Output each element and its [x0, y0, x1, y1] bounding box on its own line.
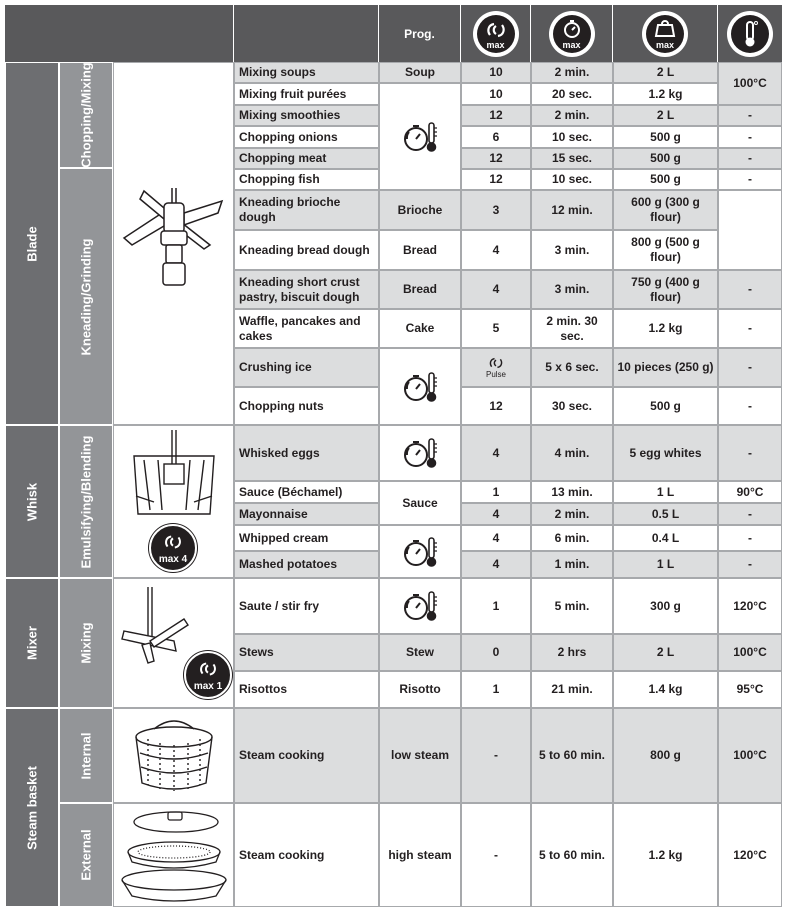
time-cell: 4 min. — [531, 425, 613, 481]
program-cell: Risotto — [379, 671, 461, 708]
recipe-name: Mixing soups — [234, 62, 379, 83]
temperature-cell: 95°C — [718, 671, 782, 708]
program-cell: Bread — [379, 270, 461, 309]
prog-header-label: Prog. — [404, 26, 435, 41]
section-blade — [5, 62, 59, 425]
quantity-cell: 300 g — [613, 578, 718, 634]
thermometer-icon — [731, 15, 769, 53]
pulse-icon — [488, 356, 504, 370]
speed-cell: 5 — [461, 309, 531, 348]
header-temp — [718, 5, 782, 62]
speed-cell: 6 — [461, 126, 531, 148]
speed-cell: 0 — [461, 634, 531, 671]
pulse-label: Pulse — [485, 369, 506, 379]
temperature-cell — [718, 190, 782, 270]
quantity-cell: 800 g (500 g flour) — [613, 230, 718, 270]
quantity-cell: 0.5 L — [613, 503, 718, 525]
weight-icon-frame — [642, 11, 688, 57]
recipe-name: Chopping fish — [234, 169, 379, 190]
whisk-picture — [113, 425, 234, 578]
time-cell: 30 sec. — [531, 387, 613, 425]
quantity-cell: 5 egg whites — [613, 425, 718, 481]
header-weight — [613, 5, 718, 62]
quantity-cell: 500 g — [613, 148, 718, 169]
time-cell: 21 min. — [531, 671, 613, 708]
time-icon-label: max — [562, 39, 581, 50]
blade-icon — [114, 63, 233, 424]
temperature-cell: - — [718, 387, 782, 425]
time-cell: 6 min. — [531, 525, 613, 551]
timer-icon-frame — [549, 11, 595, 57]
recipe-name: Steam cooking — [234, 708, 379, 803]
program-cell — [379, 83, 461, 190]
time-cell: 3 min. — [531, 270, 613, 309]
timer-thermometer-icon — [400, 369, 440, 405]
speed-icon-frame — [473, 11, 519, 57]
speed-cell: - — [461, 803, 531, 907]
sub-chopping-mixing — [59, 62, 113, 168]
temperature-cell: - — [718, 425, 782, 481]
speed-pulse-cell — [461, 348, 531, 387]
section-mixer — [5, 578, 59, 708]
whisk-icon — [114, 426, 233, 536]
recipe-name: Whipped cream — [234, 525, 379, 551]
sub-emulsifying-blending — [59, 425, 113, 578]
speed-cell: 4 — [461, 425, 531, 481]
timer-thermometer-icon — [400, 588, 440, 624]
quantity-cell: 1 L — [613, 481, 718, 503]
sub-internal — [59, 708, 113, 803]
speed-cell: 4 — [461, 551, 531, 578]
blade-picture — [113, 62, 234, 425]
sub-chopping-label: Chopping/Mixing — [78, 62, 94, 168]
quantity-cell: 1.4 kg — [613, 671, 718, 708]
section-steam-basket — [5, 708, 59, 907]
program-cell: Stew — [379, 634, 461, 671]
timer-icon — [553, 15, 591, 53]
temperature-cell: - — [718, 126, 782, 148]
header-time — [531, 5, 613, 62]
timer-thermometer-icon — [400, 534, 440, 570]
recipe-name: Whisked eggs — [234, 425, 379, 481]
time-cell: 2 min. 30 sec. — [531, 309, 613, 348]
speed-cell: - — [461, 708, 531, 803]
temperature-cell: 90°C — [718, 481, 782, 503]
time-cell: 2 hrs — [531, 634, 613, 671]
sub-kneading-label: Kneading/Grinding — [78, 238, 94, 355]
speed-cell: 4 — [461, 503, 531, 525]
recipe-name: Mashed potatoes — [234, 551, 379, 578]
program-cell: Bread — [379, 230, 461, 270]
program-cell: Cake — [379, 309, 461, 348]
quantity-cell: 1.2 kg — [613, 309, 718, 348]
quantity-cell: 500 g — [613, 169, 718, 190]
recipe-name: Stews — [234, 634, 379, 671]
weight-icon-label: max — [655, 39, 674, 50]
quantity-cell: 800 g — [613, 708, 718, 803]
time-cell: 10 sec. — [531, 169, 613, 190]
sub-external — [59, 803, 113, 907]
section-mixer-label: Mixer — [24, 626, 40, 660]
sub-mixing — [59, 578, 113, 708]
mixer-speed-badge — [184, 651, 232, 699]
speed-cell: 4 — [461, 270, 531, 309]
time-cell: 3 min. — [531, 230, 613, 270]
sub-kneading-grinding — [59, 168, 113, 425]
recipe-name: Chopping meat — [234, 148, 379, 169]
temperature-cell: 120°C — [718, 803, 782, 907]
sub-emulsifying-label: Emulsifying/Blending — [78, 435, 94, 568]
quantity-cell: 600 g (300 g flour) — [613, 190, 718, 230]
time-cell: 2 min. — [531, 62, 613, 83]
header-blank-1 — [5, 5, 234, 62]
section-steam-label: Steam basket — [24, 765, 40, 850]
temperature-cell: - — [718, 525, 782, 551]
time-cell: 2 min. — [531, 105, 613, 126]
steam-basket-icon — [114, 709, 233, 802]
recipe-name: Steam cooking — [234, 803, 379, 907]
quantity-cell: 1.2 kg — [613, 83, 718, 105]
quantity-cell: 500 g — [613, 387, 718, 425]
time-cell: 12 min. — [531, 190, 613, 230]
quantity-cell: 0.4 L — [613, 525, 718, 551]
temperature-cell: 100°C — [718, 62, 782, 105]
program-cell — [379, 578, 461, 634]
recipe-name: Kneading short crust pastry, biscuit dough — [234, 270, 379, 309]
header-prog — [379, 5, 461, 62]
whisk-speed-badge — [149, 524, 197, 572]
program-cell — [379, 525, 461, 578]
speed-cell: 1 — [461, 481, 531, 503]
speed-cell: 1 — [461, 578, 531, 634]
time-cell: 15 sec. — [531, 148, 613, 169]
thermometer-icon-frame — [727, 11, 773, 57]
quantity-cell: 2 L — [613, 105, 718, 126]
time-cell: 20 sec. — [531, 83, 613, 105]
time-cell: 5 x 6 sec. — [531, 348, 613, 387]
sub-external-label: External — [78, 829, 94, 881]
sub-mixing-label: Mixing — [78, 622, 94, 664]
recipe-name: Kneading bread dough — [234, 230, 379, 270]
recipe-name: Waffle, pancakes and cakes — [234, 309, 379, 348]
temperature-cell: - — [718, 309, 782, 348]
whisk-badge-label: max 4 — [158, 554, 188, 565]
section-whisk — [5, 425, 59, 578]
speed-cell: 10 — [461, 62, 531, 83]
program-cell — [379, 425, 461, 481]
quantity-cell: 500 g — [613, 126, 718, 148]
section-blade-label: Blade — [24, 225, 40, 262]
recipe-name: Chopping nuts — [234, 387, 379, 425]
time-cell: 1 min. — [531, 551, 613, 578]
time-cell: 5 to 60 min. — [531, 708, 613, 803]
quantity-cell: 10 pieces (250 g) — [613, 348, 718, 387]
recipe-name: Mixing smoothies — [234, 105, 379, 126]
section-whisk-label: Whisk — [24, 482, 40, 521]
recipe-name: Kneading brioche dough — [234, 190, 379, 230]
time-cell: 10 sec. — [531, 126, 613, 148]
time-cell: 13 min. — [531, 481, 613, 503]
sub-internal-label: Internal — [78, 732, 94, 779]
header-recipe-column — [234, 5, 379, 62]
temperature-cell: - — [718, 270, 782, 309]
recipe-name: Saute / stir fry — [234, 578, 379, 634]
program-cell: Brioche — [379, 190, 461, 230]
temperature-cell: - — [718, 105, 782, 126]
time-cell: 5 min. — [531, 578, 613, 634]
quantity-cell: 750 g (400 g flour) — [613, 270, 718, 309]
timer-thermometer-icon — [400, 435, 440, 471]
quantity-cell: 2 L — [613, 62, 718, 83]
external-basket-picture — [113, 803, 234, 907]
temperature-cell: 120°C — [718, 578, 782, 634]
program-cell: high steam — [379, 803, 461, 907]
recipe-name: Mixing fruit purées — [234, 83, 379, 105]
timer-thermometer-icon — [400, 119, 440, 155]
program-cell: Sauce — [379, 481, 461, 525]
speed-cell: 10 — [461, 83, 531, 105]
recipe-name: Mayonnaise — [234, 503, 379, 525]
steam-tray-icon — [114, 804, 233, 906]
speed-cell: 4 — [461, 525, 531, 551]
speed-icon-label: max — [486, 39, 505, 50]
program-cell — [379, 348, 461, 425]
temperature-cell: 100°C — [718, 634, 782, 671]
speed-icon — [477, 15, 515, 53]
recipe-name: Crushing ice — [234, 348, 379, 387]
program-cell: low steam — [379, 708, 461, 803]
temperature-cell: - — [718, 169, 782, 190]
mixer-badge-label: max 1 — [193, 681, 223, 692]
internal-basket-picture — [113, 708, 234, 803]
speed-cell: 12 — [461, 105, 531, 126]
temperature-cell: - — [718, 551, 782, 578]
recipe-name: Chopping onions — [234, 126, 379, 148]
recipe-name: Sauce (Béchamel) — [234, 481, 379, 503]
weight-icon — [646, 15, 684, 53]
time-cell: 5 to 60 min. — [531, 803, 613, 907]
speed-cell: 1 — [461, 671, 531, 708]
quantity-cell: 1 L — [613, 551, 718, 578]
temperature-cell: - — [718, 503, 782, 525]
temperature-cell: 100°C — [718, 708, 782, 803]
program-cell: Soup — [379, 62, 461, 83]
speed-cell: 12 — [461, 169, 531, 190]
temperature-cell: - — [718, 348, 782, 387]
speed-cell: 12 — [461, 148, 531, 169]
time-cell: 2 min. — [531, 503, 613, 525]
temperature-cell: - — [718, 148, 782, 169]
speed-cell: 4 — [461, 230, 531, 270]
recipe-name: Risottos — [234, 671, 379, 708]
quantity-cell: 1.2 kg — [613, 803, 718, 907]
speed-cell: 12 — [461, 387, 531, 425]
quantity-cell: 2 L — [613, 634, 718, 671]
speed-cell: 3 — [461, 190, 531, 230]
header-speed — [461, 5, 531, 62]
mixer-picture — [113, 578, 234, 708]
